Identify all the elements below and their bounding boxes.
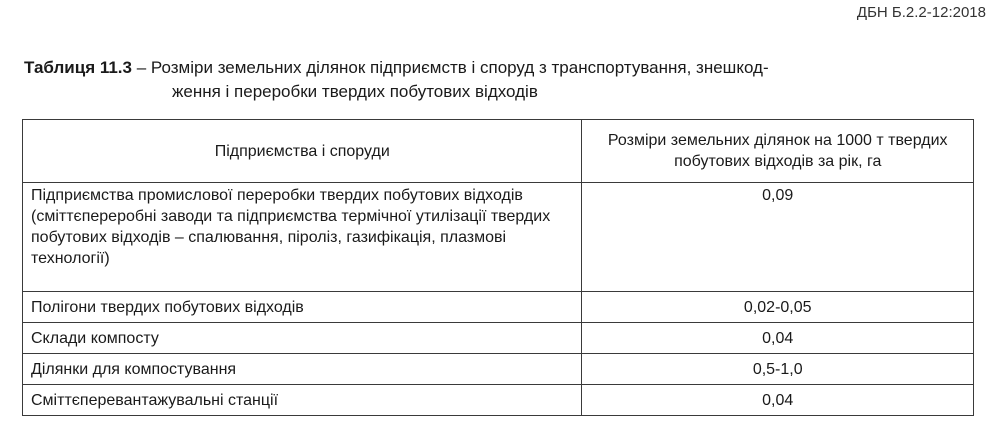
- caption-text-1: – Розміри земельних ділянок підприємств і споруд з транспортування, знешкод-: [132, 58, 769, 77]
- row-size: 0,04: [582, 385, 974, 416]
- row-size: 0,02-0,05: [582, 292, 974, 323]
- table-row: [23, 292, 974, 323]
- document-code: ДБН Б.2.2-12:2018: [856, 4, 986, 21]
- header-land-size: Розміри земельних ділянок на 1000 т твердих побутових відходів за рік, га: [582, 120, 974, 183]
- land-size-table: [22, 119, 974, 416]
- row-name: Полігони твердих побутових відходів: [23, 292, 582, 323]
- table-row: [23, 323, 974, 354]
- header-row: [23, 120, 974, 183]
- row-name: Ділянки для компостування: [23, 354, 582, 385]
- caption-label: Таблиця 11.3: [24, 58, 132, 77]
- row-name: Сміттєперевантажувальні станції: [23, 385, 582, 416]
- row-size: 0,04: [582, 323, 974, 354]
- caption-line-2: ження і переробки твердих побутових відходів: [172, 82, 538, 101]
- table-row: [23, 354, 974, 385]
- row-size: 0,5-1,0: [582, 354, 974, 385]
- row-name: Склади компосту: [23, 323, 582, 354]
- table-row: [23, 385, 974, 416]
- row-size: 0,09: [582, 183, 974, 292]
- row-name: Підприємства промислової переробки твердих побутових відходів (сміттєпереробні заводи та підприємства термічної утилізації твердих побутових відходів – спалювання, піроліз, газифікація, плазмові технології): [23, 183, 582, 292]
- caption-line-1: [24, 56, 984, 80]
- table-caption: [24, 56, 984, 104]
- header-enterprises: Підприємства і споруди: [23, 120, 582, 183]
- table-row: [23, 183, 974, 292]
